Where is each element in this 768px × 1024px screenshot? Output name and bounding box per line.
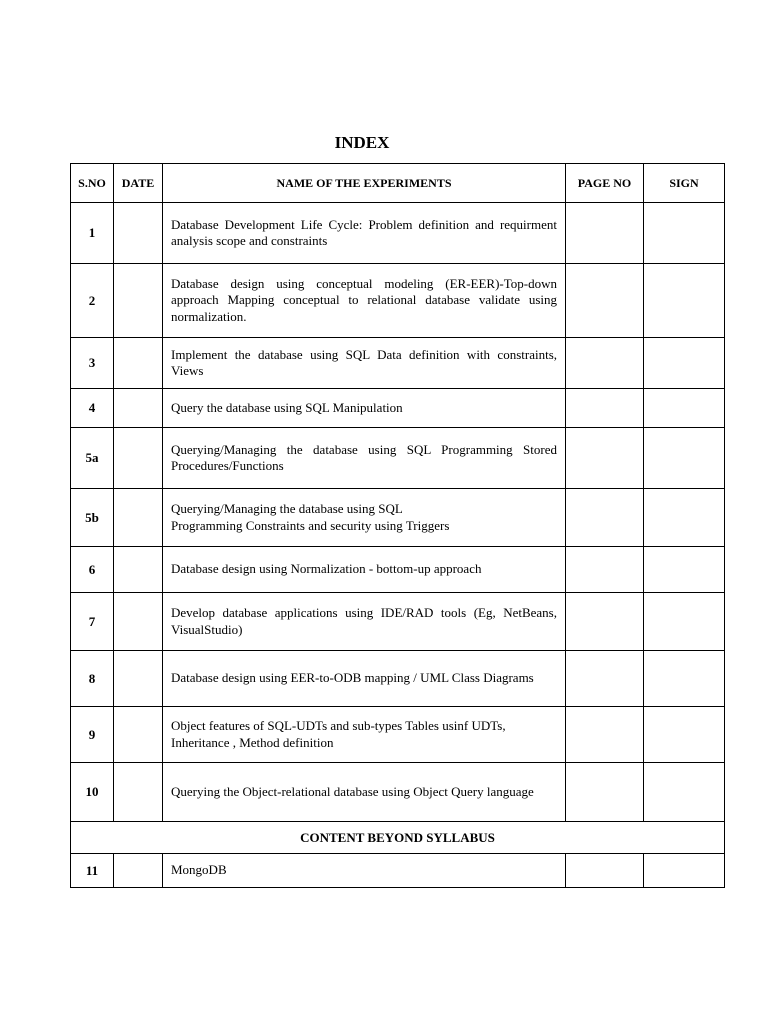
row-page-cell	[566, 593, 644, 651]
row-sign-cell	[644, 763, 725, 822]
row-sno: 10	[71, 763, 114, 822]
row-experiment-name: Querying/Managing the database using SQL Programming Constraints and security using Triggers	[163, 489, 566, 547]
row-experiment-name: Database design using Normalization - bottom-up approach	[163, 547, 566, 593]
row-sign-cell	[644, 593, 725, 651]
row-sno: 4	[71, 389, 114, 428]
page-title: INDEX	[334, 133, 390, 152]
row-date-cell	[114, 489, 163, 547]
row-sno: 3	[71, 338, 114, 389]
row-date-cell	[114, 389, 163, 428]
row-page-cell	[566, 707, 644, 763]
row-experiment-name: Object features of SQL-UDTs and sub-types Tables usinf UDTs, Inheritance , Method definition	[163, 707, 566, 763]
row-sign-cell	[644, 389, 725, 428]
row-experiment-name: Query the database using SQL Manipulation	[163, 389, 566, 428]
table-row	[71, 854, 725, 888]
row-page-cell	[566, 854, 644, 888]
row-experiment-name: Database design using EER-to-ODB mapping / UML Class Diagrams	[163, 651, 566, 707]
row-sign-cell	[644, 854, 725, 888]
name-header: NAME OF THE EXPERIMENTS	[163, 164, 566, 203]
row-sign-cell	[644, 264, 725, 338]
row-date-cell	[114, 593, 163, 651]
table-row	[71, 428, 725, 489]
row-experiment-name: Database Development Life Cycle: Problem definition and requirment analysis scope and constraints	[163, 203, 566, 264]
row-sno: 11	[71, 854, 114, 888]
index-table	[70, 163, 725, 888]
row-date-cell	[114, 203, 163, 264]
row-experiment-name: Querying the Object-relational database using Object Query language	[163, 763, 566, 822]
sign-header: SIGN	[644, 164, 725, 203]
row-sign-cell	[644, 651, 725, 707]
row-date-cell	[114, 651, 163, 707]
row-sno: 9	[71, 707, 114, 763]
row-date-cell	[114, 763, 163, 822]
row-experiment-name: Develop database applications using IDE/RAD tools (Eg, NetBeans, VisualStudio)	[163, 593, 566, 651]
row-experiment-name: Implement the database using SQL Data definition with constraints, Views	[163, 338, 566, 389]
section-heading-row	[71, 822, 725, 854]
row-date-cell	[114, 338, 163, 389]
date-header: DATE	[114, 164, 163, 203]
row-page-cell	[566, 203, 644, 264]
table-row	[71, 203, 725, 264]
row-page-cell	[566, 651, 644, 707]
row-page-cell	[566, 547, 644, 593]
row-date-cell	[114, 707, 163, 763]
table-row	[71, 489, 725, 547]
table-row	[71, 593, 725, 651]
row-sno: 8	[71, 651, 114, 707]
sno-header: S.NO	[71, 164, 114, 203]
row-sno: 6	[71, 547, 114, 593]
table-row	[71, 763, 725, 822]
table-row	[71, 707, 725, 763]
row-sno: 2	[71, 264, 114, 338]
table-row	[71, 338, 725, 389]
row-experiment-name: Database design using conceptual modeling (ER-EER)-Top-down approach Mapping conceptual to relational database validate using normalization.	[163, 264, 566, 338]
table-body	[71, 203, 725, 888]
row-page-cell	[566, 428, 644, 489]
row-experiment-name: Querying/Managing the database using SQL Programming Stored Procedures/Functions	[163, 428, 566, 489]
row-date-cell	[114, 547, 163, 593]
section-heading: CONTENT BEYOND SYLLABUS	[71, 822, 725, 854]
row-page-cell	[566, 264, 644, 338]
row-page-cell	[566, 489, 644, 547]
row-page-cell	[566, 338, 644, 389]
row-date-cell	[114, 854, 163, 888]
header-row	[71, 164, 725, 203]
row-date-cell	[114, 428, 163, 489]
row-sign-cell	[644, 707, 725, 763]
table-row	[71, 264, 725, 338]
row-page-cell	[566, 763, 644, 822]
row-sign-cell	[644, 489, 725, 547]
row-sign-cell	[644, 203, 725, 264]
page-no-header: PAGE NO	[566, 164, 644, 203]
table-row	[71, 547, 725, 593]
row-sno: 5b	[71, 489, 114, 547]
row-sign-cell	[644, 547, 725, 593]
table-row	[71, 651, 725, 707]
row-experiment-name: MongoDB	[163, 854, 566, 888]
table-row	[71, 389, 725, 428]
row-sign-cell	[644, 428, 725, 489]
row-page-cell	[566, 389, 644, 428]
row-sno: 5a	[71, 428, 114, 489]
row-date-cell	[114, 264, 163, 338]
row-sign-cell	[644, 338, 725, 389]
row-sno: 7	[71, 593, 114, 651]
row-sno: 1	[71, 203, 114, 264]
